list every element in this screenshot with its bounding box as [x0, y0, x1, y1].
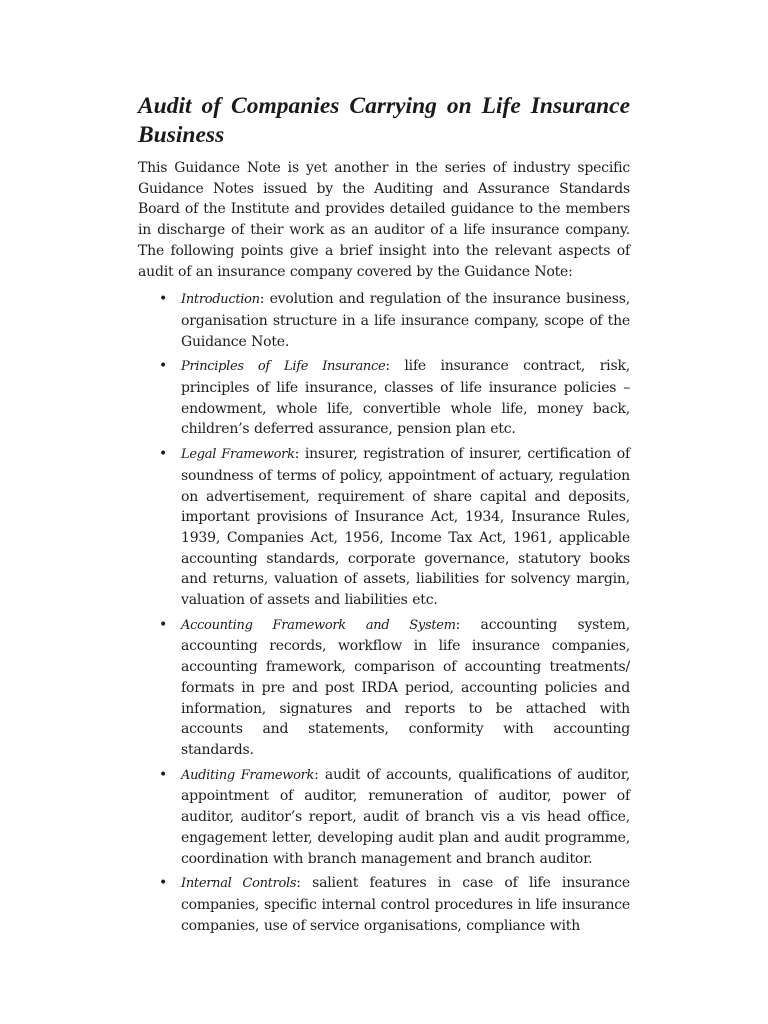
list-item: • Introduction: evolution and regulation of the insurance business, organisation structure in a life insurance company, scope of the Guidance Note.: [159, 291, 630, 350]
list-item-term: Legal Framework: [181, 447, 295, 463]
list-item-text: evolution and regulation of the insurance business, organisation structure in a life insurance company, scope of the Guidance Note.: [181, 291, 630, 350]
list-item: • Auditing Framework: audit of accounts, qualifications of auditor, appointment of auditor, remuneration of auditor, power of auditor, auditor’s report, audit of branch vis a vis head office, engagement letter, developing audit plan and audit programme, coordination with branch management and branch auditor.: [159, 766, 630, 867]
intro-paragraph: This Guidance Note is yet another in the series of industry specific Guidance Notes issued by the Auditing and Assurance Standards Board of the Institute and provides detailed guidance to the members in discharge of their work as an auditor of a life insurance company. The following points give a brief insight into the relevant aspects of audit of an insurance company covered by the Guidance Note:: [138, 160, 630, 280]
list-item-term: Accounting Framework and System: [181, 617, 456, 633]
list-item: • Internal Controls: salient features in case of life insurance companies, specific internal control procedures in life insurance companies, use of service organisations, compliance with: [159, 875, 630, 934]
bullet-icon: •: [159, 358, 168, 375]
document-body: [138, 92, 630, 940]
topic-list: [138, 289, 630, 936]
list-item-term: Internal Controls: [181, 876, 297, 892]
bullet-icon: •: [159, 875, 168, 892]
list-item-text: accounting system, accounting records, workflow in life insurance companies, accounting framework, comparison of accounting treatments/ formats in pre and post IRDA period, accounting policies and information, signatures and reports to be attached with accounts and statements, conformity with accounting standards.: [181, 616, 630, 758]
list-item-text: insurer, registration of insurer, certification of soundness of terms of policy, appointment of actuary, regulation on advertisement, requirement of share capital and deposits, important provisions of Insurance Act, 1934, Insurance Rules, 1939, Companies Act, 1956, Income Tax Act, 1961, applicable accounting standards, corporate governance, statutory books and returns, valuation of assets, liabilities for solvency margin, valuation of assets and liabilities etc.: [181, 446, 630, 609]
bullet-icon: •: [159, 616, 168, 633]
list-item: • Principles of Life Insurance: life insurance contract, risk, principles of life insurance, classes of life insurance policies – endowment, whole life, convertible whole life, money back, children’s deferred assurance, pension plan etc.: [159, 358, 630, 438]
bullet-icon: •: [159, 766, 168, 783]
list-item-text: salient features in case of life insurance companies, specific internal control procedures in life insurance companies, use of service organisations, compliance with: [181, 875, 630, 934]
list-item: • Accounting Framework and System: accounting system, accounting records, workflow in life insurance companies, accounting framework, comparison of accounting treatments/ formats in pre and post IRDA period, accounting policies and information, signatures and reports to be attached with accounts and statements, conformity with accounting standards.: [159, 616, 630, 758]
bullet-icon: •: [159, 446, 168, 463]
list-item-term: Auditing Framework: [181, 767, 315, 783]
list-item-text: audit of accounts, qualifications of auditor, appointment of auditor, remuneration of auditor, power of auditor, auditor’s report, audit of branch vis a vis head office, engagement letter, developing audit plan and audit programme, coordination with branch management and branch auditor.: [181, 766, 630, 867]
list-item-term: Introduction: [181, 292, 260, 308]
list-item-term: Principles of Life Insurance: [181, 359, 386, 375]
list-item: • Legal Framework: insurer, registration of insurer, certification of soundness of terms of policy, appointment of actuary, regulation on advertisement, requirement of share capital and deposits, important provisions of Insurance Act, 1934, Insurance Rules, 1939, Companies Act, 1956, Income Tax Act, 1961, applicable accounting standards, corporate governance, statutory books and returns, valuation of assets, liabilities for solvency margin, valuation of assets and liabilities etc.: [159, 446, 630, 609]
bullet-icon: •: [159, 291, 168, 308]
page-title: Audit of Companies Carrying on Life Insurance Business: [138, 93, 630, 148]
list-item-text: life insurance contract, risk, principles of life insurance, classes of life insurance policies – endowment, whole life, convertible whole life, money back, children’s deferred assurance, pension plan etc.: [181, 358, 630, 438]
